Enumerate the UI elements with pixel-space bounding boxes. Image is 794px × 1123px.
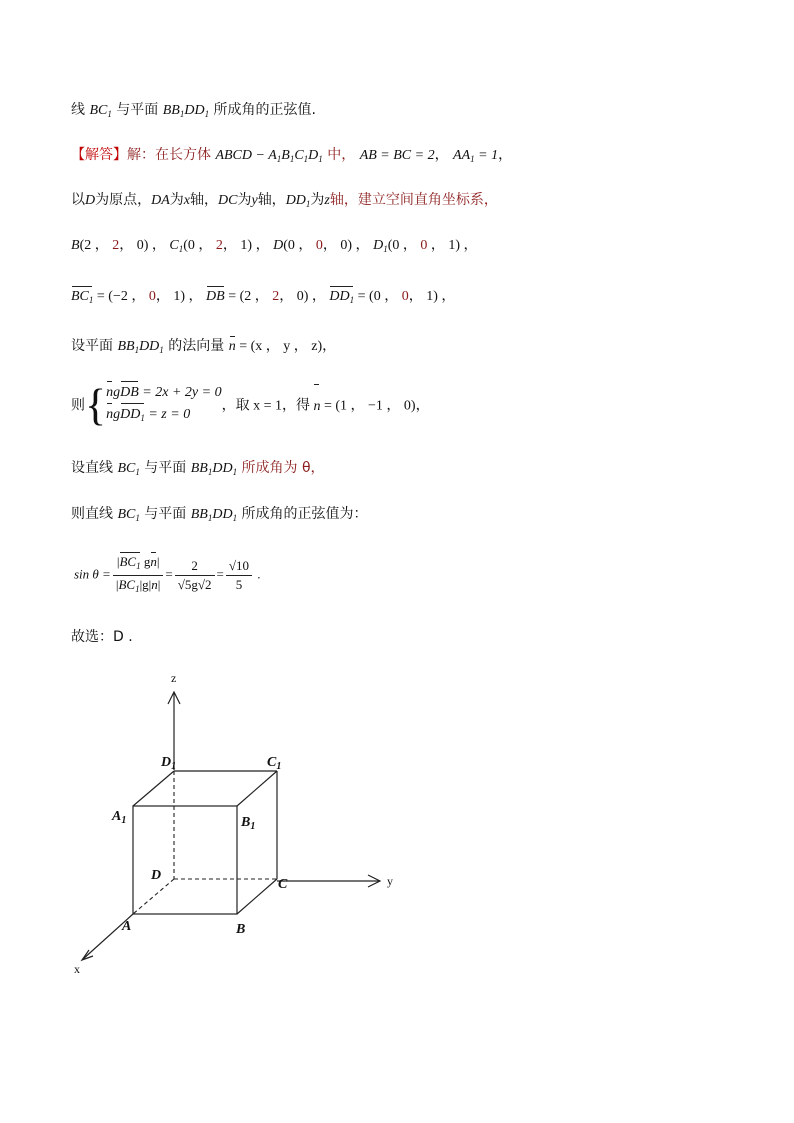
label-C: C xyxy=(278,877,288,892)
edge-DA-hidden xyxy=(133,879,174,914)
coordinates-line: B(2 ， 2， 0) ， $C_1(0$ ， 2， 1) ， D(0 ， 0， 0) ， $D_1(0$ ， 0 ， 1) ， xyxy=(71,238,478,254)
system-line: 则{ngDB = 2x + 2y = 0 ngDD$_1$ = z = 0，取 x = 1，得 n = (1 ， −1 ， 0)， xyxy=(71,380,430,430)
text-line-6: 设平面 $BB_1DD_1$ 的法向量 n = (x ， y ， z)， xyxy=(71,338,337,355)
answer-line: 故选：D . xyxy=(71,629,133,645)
edge-BC xyxy=(237,879,277,914)
front-face xyxy=(133,806,237,914)
sine-formula: sin θ = $\frac{|BC_1 gn|}{|BC_1|g|n|}$ = $\frac{2}{√5g√2}$ = $\frac{√10}{5}$ . xyxy=(74,553,261,598)
vectors-line: $BC_1 = (-2$ ， 0， 1) ， DB = (2 ， 2， 0) ， $DD_1 = (0$ ， 0， 1) ， xyxy=(71,287,455,310)
label-B1: $B_1$ xyxy=(241,815,256,832)
text-line-1: 线 $BC_1$ 与平面 $BB_1DD_1$ 所成角的正弦值. xyxy=(71,102,316,119)
label-z: z xyxy=(171,671,177,685)
label-A1: $A_1$ xyxy=(112,809,127,826)
text-line-8: 设直线 $BC_1$ 与平面 $BB_1DD_1$ 所成角为 θ， xyxy=(71,460,325,477)
answer-tag: 【解答】 xyxy=(71,147,127,163)
label-y: y xyxy=(387,874,393,888)
text-line-3: 以D为原点，DA为x轴，DC为y轴，$DD_1$为z轴，建立空间直角坐标系， xyxy=(71,192,498,209)
label-x: x xyxy=(74,962,80,976)
label-C1: $C_1$ xyxy=(267,755,282,772)
edge-B1C1 xyxy=(237,771,277,806)
label-A: A xyxy=(122,919,132,934)
cuboid-figure xyxy=(60,660,400,1000)
label-D1: $D_1$ xyxy=(161,755,177,772)
edge-A1D1 xyxy=(133,771,174,806)
text-line-9: 则直线 $BC_1$ 与平面 $BB_1DD_1$ 所成角的正弦值为： xyxy=(71,506,368,523)
text-line-2: 【解答】解：在长方体 ABCD − $A_1B_1C_1D_1$ 中， AB = BC = 2， $AA_1 = 1$， xyxy=(71,147,513,164)
label-B: B xyxy=(236,922,246,937)
label-D: D xyxy=(151,868,162,883)
